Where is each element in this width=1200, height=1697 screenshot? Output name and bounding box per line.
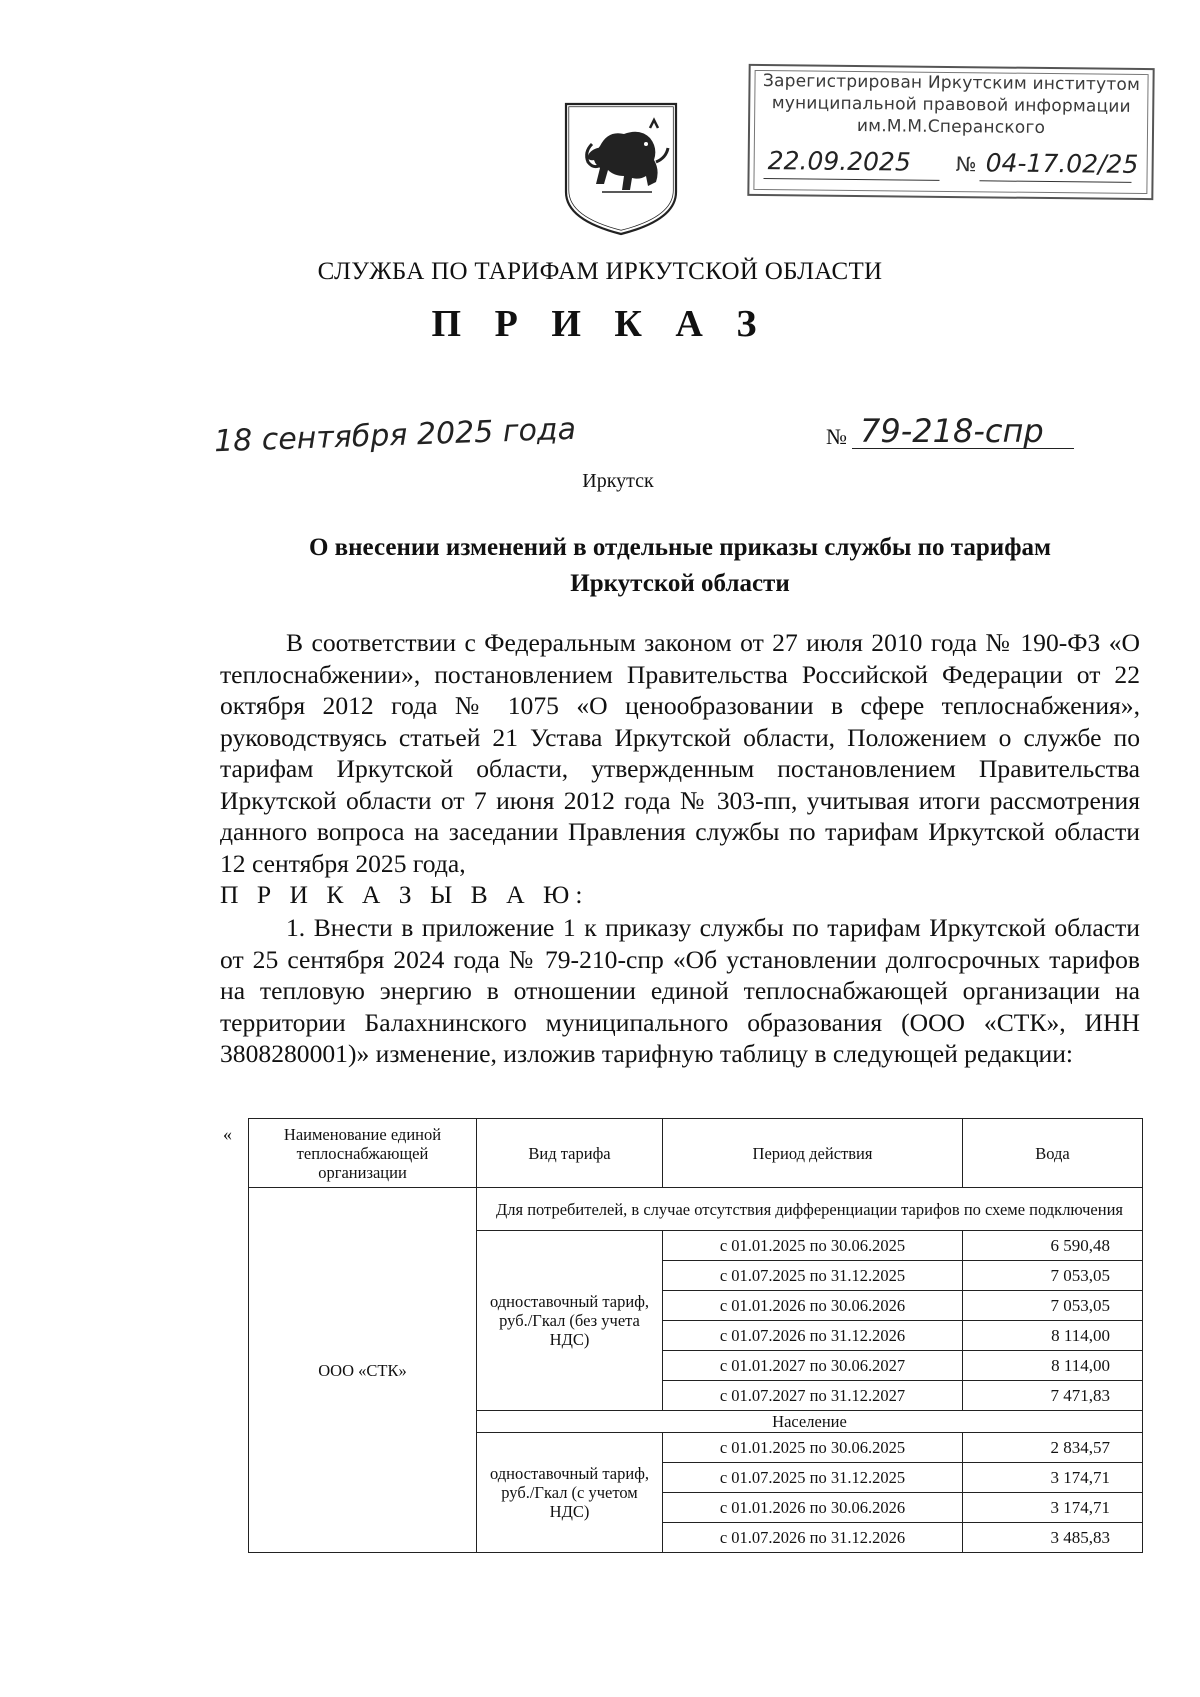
organization-name: СЛУЖБА ПО ТАРИФАМ ИРКУТСКОЙ ОБЛАСТИ: [317, 258, 883, 285]
header-organization: Наименование единой теплоснабжающей организации: [249, 1119, 477, 1188]
tariff-type-cell: одноставочный тариф, руб./Гкал (с учетом НДС): [477, 1433, 663, 1553]
coat-of-arms-icon: [562, 100, 680, 238]
period-cell: с 01.07.2027 по 31.12.2027: [663, 1381, 963, 1411]
header-tariff-type: Вид тарифа: [477, 1119, 663, 1188]
period-cell: с 01.01.2027 по 30.06.2027: [663, 1351, 963, 1381]
value-cell: 7 053,05: [963, 1261, 1143, 1291]
value-cell: 7 053,05: [963, 1291, 1143, 1321]
table-row: [249, 1188, 1143, 1231]
group-label-population: Население: [477, 1411, 1143, 1433]
period-cell: с 01.07.2026 по 31.12.2026: [663, 1523, 963, 1553]
period-cell: с 01.07.2025 по 31.12.2025: [663, 1463, 963, 1493]
period-cell: с 01.01.2026 по 30.06.2026: [663, 1291, 963, 1321]
tariff-table: [248, 1118, 1143, 1553]
title-line-1: О внесении изменений в отдельные приказы службы по тарифам: [308, 534, 1052, 561]
city: Иркутск: [582, 470, 654, 492]
registration-stamp: [747, 64, 1154, 200]
stamp-line-3: им.М.М.Сперанского: [856, 116, 1046, 138]
value-cell: 8 114,00: [963, 1351, 1143, 1381]
value-cell: 3 174,71: [963, 1463, 1143, 1493]
value-cell: 3 485,83: [963, 1523, 1143, 1553]
period-cell: с 01.07.2025 по 31.12.2025: [663, 1261, 963, 1291]
table-header-row: [249, 1119, 1143, 1188]
clause-1-paragraph: 1. Внести в приложение 1 к приказу службы по тарифам Иркутской области от 25 сентября 2024 года № 79-210-спр «Об установлении долгосрочных тарифов на тепловую энергию в отношении единой теплоснабжающей организации на территории Балахнинского муниципального образования (ООО «СТК», ИНН 3808280001)» изменение, изложив тарифную таблицу в следующей редакции:: [220, 913, 1140, 1068]
period-cell: с 01.01.2025 по 30.06.2025: [663, 1433, 963, 1463]
period-cell: с 01.01.2025 по 30.06.2025: [663, 1231, 963, 1261]
stamp-number-sign: №: [955, 152, 977, 177]
value-cell: 8 114,00: [963, 1321, 1143, 1351]
tariff-type-cell: одноставочный тариф, руб./Гкал (без учета НДС): [477, 1231, 663, 1411]
value-cell: 2 834,57: [963, 1433, 1143, 1463]
period-cell: с 01.01.2026 по 30.06.2026: [663, 1493, 963, 1523]
preamble-paragraph: В соответствии с Федеральным законом от 27 июля 2010 года № 190-ФЗ «О теплоснабжении», постановлением Правительства Российской Федерации от 22 октября 2012 года № 1075 «О ценообразовании в сфере теплоснабжения», руководствуясь статьей 21 Устава Иркутской области, Положением о службе по тарифам Иркутской области, утвержденным постановлением Правительства Иркутской области от 7 июня 2012 года № 303-пп, учитывая итоги рассмотрения данного вопроса на заседании Правления службы по тарифам Иркутской области 12 сентября 2025 года,: [220, 628, 1140, 878]
stamp-number: 04-17.02/25: [985, 148, 1139, 179]
stamp-line-2: муниципальной правовой информации: [771, 93, 1131, 117]
organization-cell: ООО «СТК»: [249, 1188, 477, 1553]
document-type: П Р И К А З: [431, 303, 769, 345]
order-word: П Р И К А З Ы В А Ю:: [220, 880, 589, 909]
handwritten-date: 18 сентября 2025 года: [213, 411, 577, 460]
stamp-date: 22.09.2025: [767, 146, 911, 177]
title-line-2: Иркутской области: [570, 570, 790, 597]
group-label-consumers: Для потребителей, в случае отсутствия дифференциации тарифов по схеме подключения: [477, 1188, 1143, 1231]
header-water: Вода: [963, 1119, 1143, 1188]
value-cell: 3 174,71: [963, 1493, 1143, 1523]
value-cell: 7 471,83: [963, 1381, 1143, 1411]
value-cell: 6 590,48: [963, 1231, 1143, 1261]
table-open-quote: «: [223, 1124, 232, 1144]
header-period: Период действия: [663, 1119, 963, 1188]
order-number-label: №: [826, 424, 847, 449]
stamp-text: [756, 70, 1147, 140]
handwritten-order-number: 79-218-спр: [860, 412, 1044, 450]
document-title: [220, 530, 1140, 602]
period-cell: с 01.07.2026 по 31.12.2026: [663, 1321, 963, 1351]
stamp-line-1: Зарегистрирован Иркутским институтом: [762, 71, 1141, 95]
